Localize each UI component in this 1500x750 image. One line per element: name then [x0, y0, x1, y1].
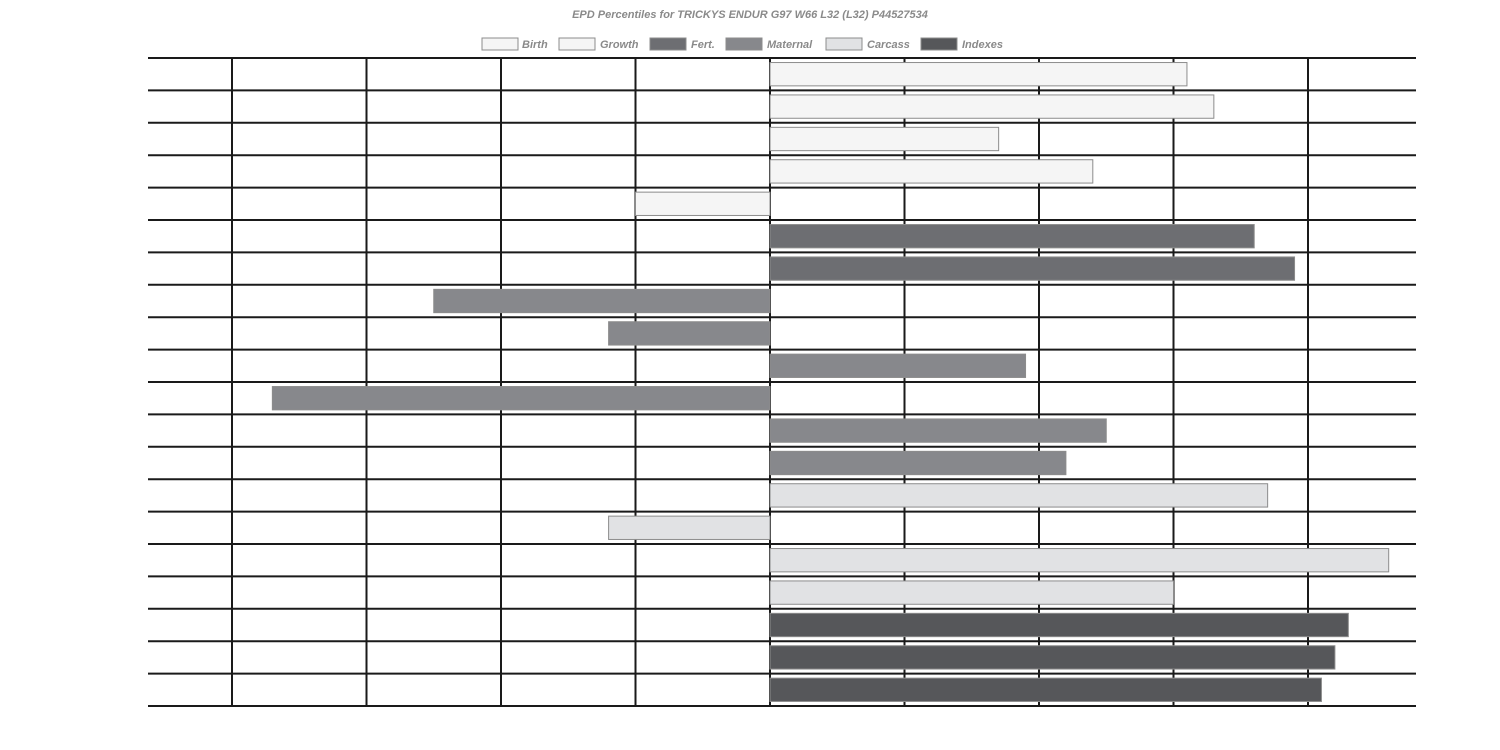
bar-maternal — [770, 419, 1106, 442]
bar-maternal — [770, 354, 1026, 377]
bar-carcass — [770, 484, 1268, 507]
bar-birth — [770, 95, 1214, 118]
legend-swatch — [826, 38, 862, 50]
legend-swatch — [482, 38, 518, 50]
legend-swatch — [726, 38, 762, 50]
bar-indexes — [770, 613, 1348, 636]
legend-label: Birth — [522, 39, 548, 51]
bar-carcass — [609, 516, 770, 539]
legend-swatch — [921, 38, 957, 50]
bar-maternal — [434, 289, 770, 312]
bar-maternal — [609, 322, 770, 345]
grid — [148, 58, 1416, 706]
legend-swatch — [559, 38, 595, 50]
bar-carcass — [770, 581, 1174, 604]
bar-fert — [770, 225, 1254, 248]
bar-fert — [770, 257, 1295, 280]
bar-maternal — [272, 387, 770, 410]
legend-label: Fert. — [691, 39, 715, 51]
legend — [482, 38, 1003, 51]
bar-birth — [770, 63, 1187, 86]
legend-label: Indexes — [962, 39, 1003, 51]
legend-label: Growth — [600, 39, 639, 51]
bar-birth — [770, 127, 999, 150]
bar-growth — [636, 192, 771, 215]
bar-maternal — [770, 451, 1066, 474]
legend-label: Carcass — [867, 39, 910, 51]
bar-growth — [770, 160, 1093, 183]
legend-label: Maternal — [767, 39, 813, 51]
chart-title: EPD Percentiles for TRICKYS ENDUR G97 W66 L32 (L32) P44527534 — [572, 9, 928, 21]
legend-swatch — [650, 38, 686, 50]
bar-indexes — [770, 646, 1335, 669]
bar-carcass — [770, 549, 1389, 572]
bar-indexes — [770, 678, 1321, 701]
